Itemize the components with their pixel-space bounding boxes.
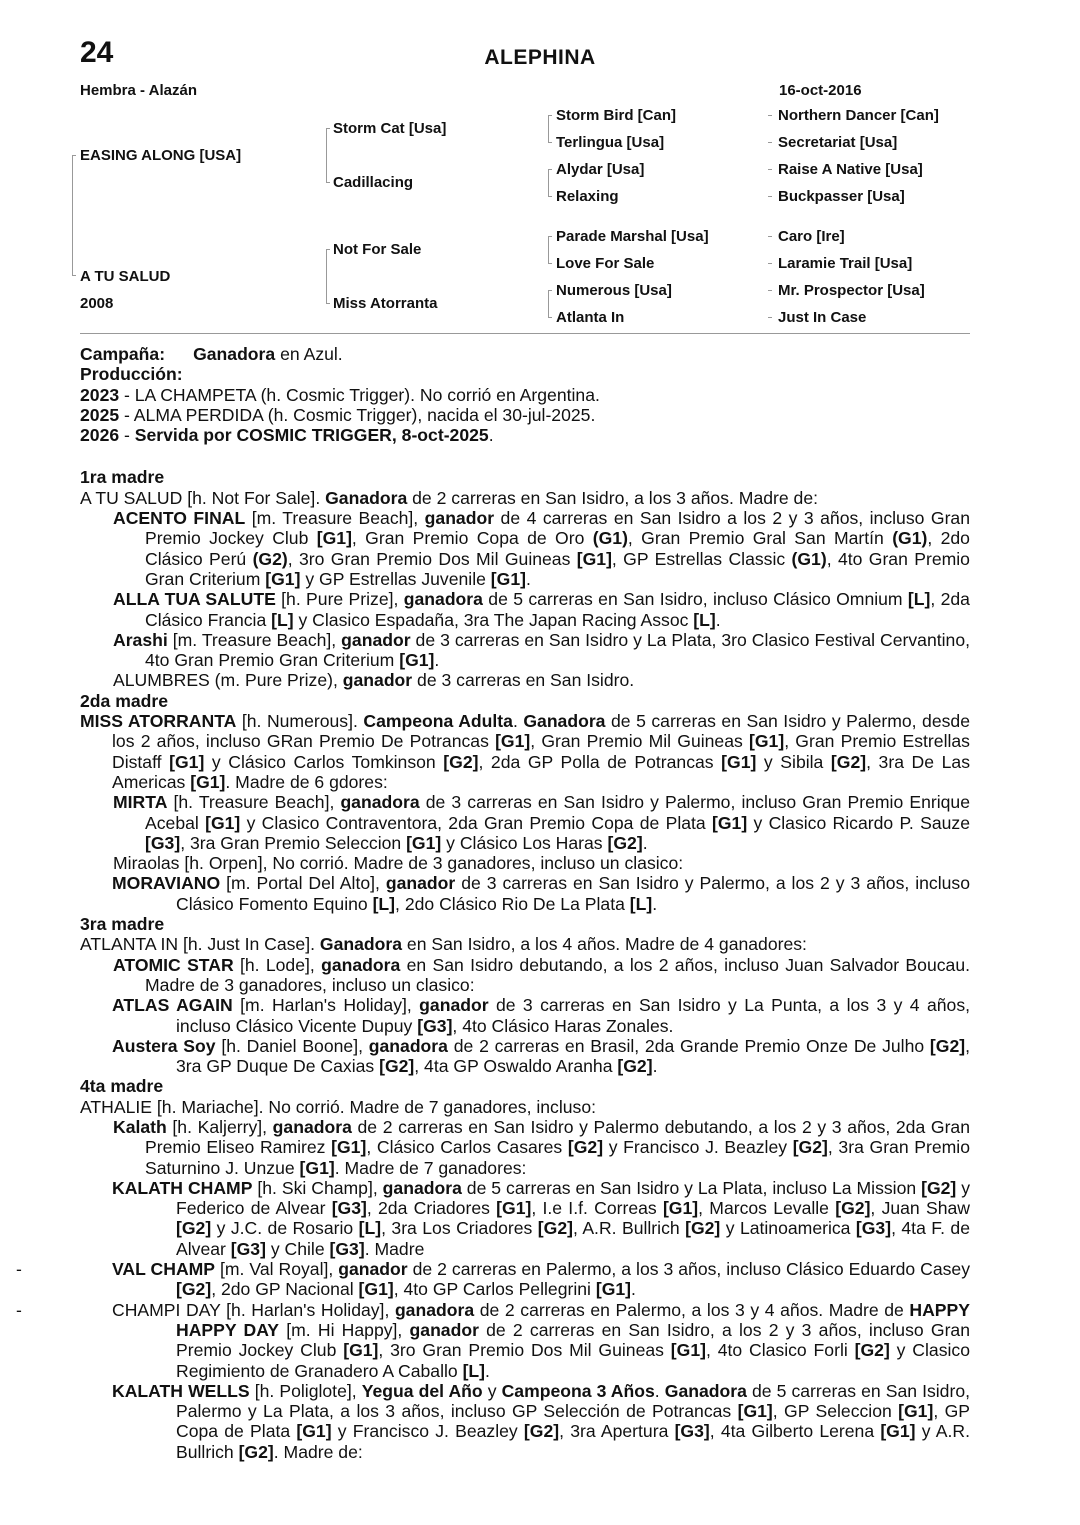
pedigree-sire: EASING ALONG [USA]	[80, 147, 242, 164]
campaign-line: Campaña: Ganadora en Azul.	[80, 344, 343, 364]
pedigree-gen3-6: Love For Sale	[556, 255, 655, 272]
catalog-body	[16, 344, 971, 1462]
pedigree-gen3-4: Relaxing	[556, 188, 619, 205]
progeny-entry: ALUMBRES (m. Pure Prize), ganador de 3 carreras en San Isidro.	[113, 670, 635, 691]
pedigree-gen2-2: Cadillacing	[333, 174, 414, 191]
pedigree-gen2-3: Not For Sale	[333, 241, 422, 258]
dam-line: ATHALIE [h. Mariache]. No corrió. Madre de 7 ganadores, incluso:	[80, 1096, 596, 1117]
pedigree-gen3-5: Parade Marshal [Usa]	[556, 228, 709, 245]
section-2da-madre: 2da madre	[80, 690, 169, 711]
production-item: 2025 - ALMA PERDIDA (h. Cosmic Trigger), nacida el 30-jul-2025.	[80, 404, 596, 425]
production-item: 2026 - Servida por COSMIC TRIGGER, 8-oct-2025.	[80, 425, 494, 446]
progeny-entry: Miraolas [h. Orpen], No corrió. Madre de 3 ganadores, incluso un clasico:	[113, 853, 684, 874]
progeny-entry: Austera Soy [h. Daniel Boone], ganadora de 2 carreras en Brasil, 2da Grande Premio Onze De Julho [G2], 3ra GP Duque De Caxias [G2], 4ta GP Oswaldo Aranha [G2].	[112, 1035, 970, 1077]
pedigree-gen3-8: Atlanta In	[556, 309, 625, 326]
progeny-entry: KALATH CHAMP [h. Ski Champ], ganadora de 5 carreras en San Isidro y La Plata, incluso La Mission [G2] y Federico de Alvear [G3], 2da Criadores [G1], I.e I.f. Correas [G1], Marcos Levalle [G2], Juan Shaw [G2] y J.C. de Rosario [L], 3ra Los Criadores [G2], A.R. Bullrich [G2] y Latinoamerica [G3], 4ta F. de Alvear [G3] y Chile [G3]. Madre	[112, 1177, 971, 1259]
pedigree-dam: A TU SALUD	[80, 268, 171, 285]
pedigree-gen4-8: Just In Case	[778, 309, 867, 326]
progeny-entry: - VAL CHAMP [m. Val Royal], ganador de 2 carreras en Palermo, a los 3 años, incluso Clásico Eduardo Casey [G2], 2do GP Nacional [G1], 4to GP Carlos Pellegrini [G1].	[16, 1259, 970, 1300]
section-4ta-madre: 4ta madre	[80, 1076, 164, 1097]
pedigree-divider	[80, 333, 970, 334]
pedigree-gen3-1: Storm Bird [Can]	[556, 107, 676, 124]
pedigree-gen2-1: Storm Cat [Usa]	[333, 120, 447, 137]
progeny-entry: Kalath [h. Kaljerry], ganadora de 2 carreras en San Isidro y Palermo debutando, a los 2 y 3 años, 2da Gran Premio Eliseo Ramirez [G1], Clásico Carlos Casares [G2] y Francisco J. Beazley [G2], 3ra Gran Premio Saturnino J. Unzue [G1]. Madre de 7 ganadores:	[113, 1116, 971, 1178]
dam-line: A TU SALUD [h. Not For Sale]. Ganadora de 2 carreras en San Isidro, a los 3 años. Madre de:	[80, 487, 818, 508]
pedigree-gen3-7: Numerous [Usa]	[556, 282, 672, 299]
production-label: Producción:	[80, 364, 183, 385]
progeny-entry: ATLAS AGAIN [m. Harlan's Holiday], ganador de 3 carreras en San Isidro y La Punta, a los 3 y 4 años, incluso Clásico Vicente Dupuy [G3], 4to Clásico Haras Zonales.	[112, 995, 971, 1036]
section-1ra-madre: 1ra madre	[80, 467, 165, 488]
lot-number: 24	[80, 36, 114, 69]
pedigree-gen4-2: Secretariat [Usa]	[778, 134, 898, 151]
progeny-entry: MIRTA [h. Treasure Beach], ganadora de 3 carreras en San Isidro y Palermo, incluso Gran Premio Enrique Acebal [G1] y Clasico Contraventora, 2da Gran Premio Copa de Plata [G1] y Clasico Ricardo P. Sauze [G3], 3ra Gran Premio Seleccion [G1] y Clásico Los Haras [G2].	[113, 792, 970, 853]
pedigree-gen4-4: Buckpasser [Usa]	[778, 188, 905, 205]
pedigree-gen2-4: Miss Atorranta	[333, 295, 438, 312]
dam-line: MISS ATORRANTA [h. Numerous]. Campeona Adulta. Ganadora de 5 carreras en San Isidro y Palermo, desde los 2 años, incluso GRan Premio De Potrancas [G1], Gran Premio Mil Guineas [G1], Gran Premio Estrellas Distaff [G1] y Clásico Carlos Tomkinson [G2], 2da GP Polla de Potrancas [G1] y Sibila [G2], 3ra De Las Americas [G1]. Madre de 6 gdores:	[80, 711, 970, 792]
pedigree-dam-year: 2008	[80, 295, 114, 312]
birth-date: 16-oct-2016	[779, 82, 862, 99]
campaign-label: Campaña:	[80, 344, 166, 364]
pedigree-gen4-7: Mr. Prospector [Usa]	[778, 282, 925, 299]
progeny-entry: ATOMIC STAR [h. Lode], ganadora en San Isidro debutando, a los 2 años, incluso Juan Salvador Boucau. Madre de 3 ganadores, incluso un clasico:	[113, 954, 970, 995]
pedigree-gen4-5: Caro [Ire]	[778, 228, 845, 245]
progeny-entry: - CHAMPI DAY [h. Harlan's Holiday], ganadora de 2 carreras en Palermo, a los 3 y 4 años. Madre de HAPPY HAPPY DAY [m. Hi Happy], ganador de 2 carreras en San Isidro, a los 2 y 3 años, incluso Gran Premio Jockey Club [G1], 3ro Gran Premio Dos Mil Guineas [G1], 4to Clasico Forli [G2] y Clasico Regimiento de Granadero A Caballo [L].	[16, 1299, 971, 1381]
progeny-entry: KALATH WELLS [h. Poliglote], Yegua del Año y Campeona 3 Años. Ganadora de 5 carreras en San Isidro, Palermo y La Plata, a los 3 años, incluso GP Selección de Potrancas [G1], GP Seleccion [G1], GP Copa de Plata [G1] y Francisco J. Beazley [G2], 3ra Apertura [G3], 4ta Gilberto Lerena [G1] y A.R. Bullrich [G2]. Madre de:	[112, 1380, 970, 1462]
progeny-entry: ACENTO FINAL [m. Treasure Beach], ganador de 4 carreras en San Isidro a los 2 y 3 años, incluso Gran Premio Jockey Club [G1], Gran Premio Copa de Oro (G1), Gran Premio Gral San Martín (G1), 2do Clásico Perú (G2), 3ro Gran Premio Dos Mil Guineas [G1], GP Estrellas Classic (G1), 4to Gran Premio Gran Criterium [G1] y GP Estrellas Juvenile [G1].	[113, 508, 970, 589]
pedigree-gen4-1: Northern Dancer [Can]	[778, 107, 939, 124]
pedigree-gen3-2: Terlingua [Usa]	[556, 134, 665, 151]
progeny-entry: MORAVIANO [m. Portal Del Alto], ganador de 3 carreras en San Isidro y Palermo, a los 2 y 3 años, incluso Clásico Fomento Equino [L], 2do Clásico Rio De La Plata [L].	[112, 873, 970, 914]
horse-name: ALEPHINA	[484, 46, 596, 69]
production-item: 2023 - LA CHAMPETA (h. Cosmic Trigger). No corrió en Argentina.	[80, 384, 600, 405]
section-3ra-madre: 3ra madre	[80, 914, 165, 935]
pedigree-gen3-3: Alydar [Usa]	[556, 161, 645, 178]
progeny-entry: ALLA TUA SALUTE [h. Pure Prize], ganadora de 5 carreras en San Isidro, incluso Clásico Omnium [L], 2da Clásico Francia [L] y Clasico Espadaña, 3ra The Japan Racing Assoc [L].	[113, 589, 970, 630]
progeny-entry: Arashi [m. Treasure Beach], ganador de 3 carreras en San Isidro y La Plata, 3ro Clasico Festival Cervantino, 4to Gran Premio Gran Criterium [G1].	[113, 629, 970, 671]
dam-line: ATLANTA IN [h. Just In Case]. Ganadora en San Isidro, a los 4 años. Madre de 4 ganadores:	[80, 934, 807, 955]
pedigree-gen4-6: Laramie Trail [Usa]	[778, 255, 913, 272]
pedigree-gen4-3: Raise A Native [Usa]	[778, 161, 923, 178]
sex-color: Hembra - Alazán	[80, 82, 197, 99]
